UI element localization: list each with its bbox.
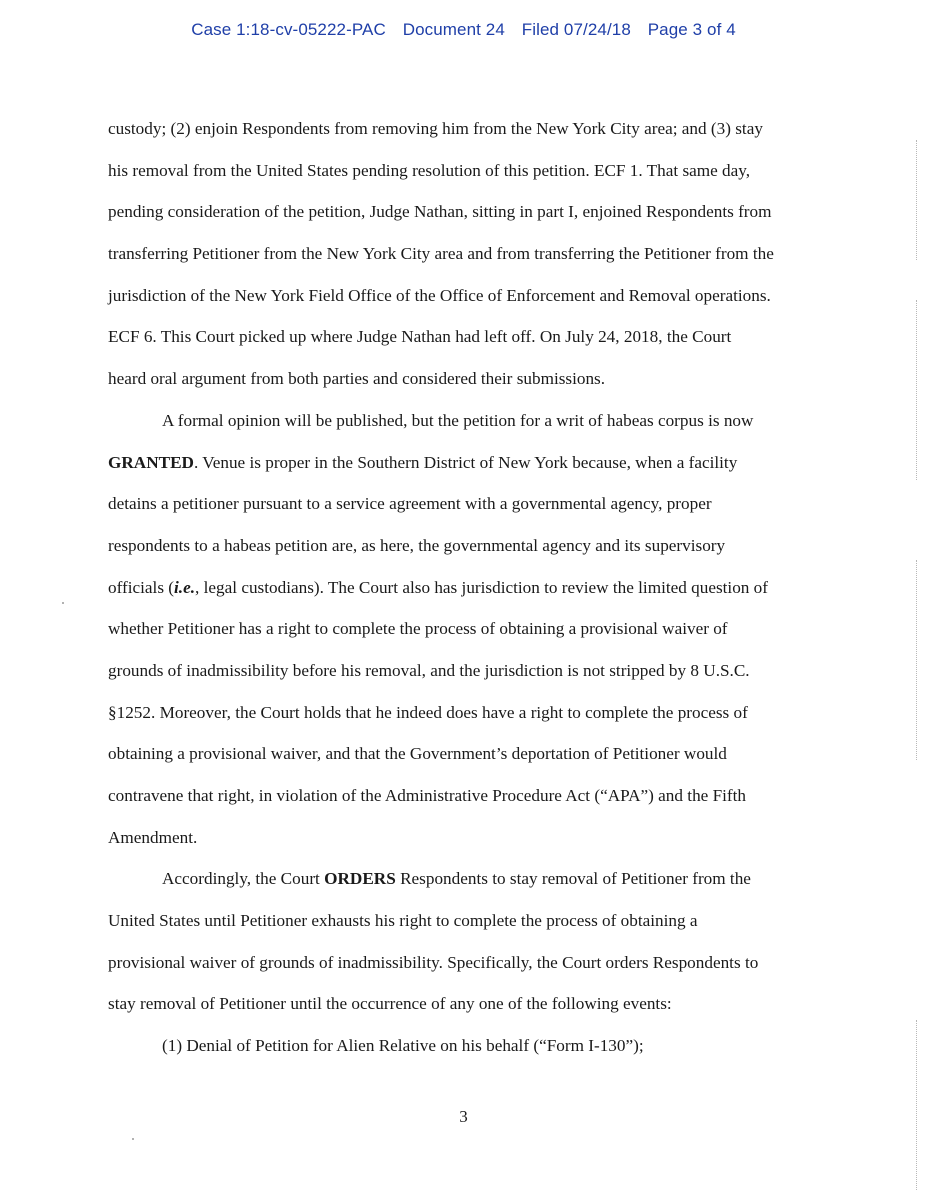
paragraph3-line: stay removal of Petitioner until the occurrence of any one of the following events:	[108, 994, 672, 1014]
paragraph2-line: Amendment.	[108, 827, 198, 847]
paragraph2-line	[108, 442, 820, 484]
scan-artifact	[915, 560, 917, 760]
scan-artifact	[915, 140, 917, 260]
ecf-header	[0, 20, 927, 40]
document-number: Document 24	[402, 20, 505, 39]
scan-artifact	[915, 1020, 917, 1190]
paragraph3-text: Accordingly, the Court	[162, 869, 325, 889]
paragraph2-line: respondents to a habeas petition are, as here, the governmental agency and its supervisory	[108, 535, 726, 555]
paragraph1-line: heard oral argument from both parties and considered their submissions.	[108, 369, 606, 389]
paragraph1-line: pending consideration of the petition, Judge Nathan, sitting in part I, enjoined Respondents from	[108, 202, 772, 222]
paragraph3-line: provisional waiver of grounds of inadmissibility. Specifically, the Court orders Respondents to	[108, 952, 759, 972]
filed-date: Filed 07/24/18	[521, 20, 631, 39]
scan-speck	[62, 602, 64, 604]
scan-artifact	[915, 300, 917, 480]
body-text	[108, 108, 820, 1067]
page-indicator: Page 3 of 4	[647, 20, 736, 39]
paragraph2-text: officials (	[108, 577, 175, 597]
ie-abbreviation: i.e.	[174, 577, 196, 597]
list-item: (1) Denial of Petition for Alien Relative on his behalf (“Form I-130”);	[162, 1036, 644, 1056]
scan-speck	[132, 1138, 134, 1140]
paragraph2-line: obtaining a provisional waiver, and that the Government’s deportation of Petitioner would	[108, 744, 727, 764]
case-number: Case 1:18-cv-05222-PAC	[191, 20, 386, 39]
paragraph2-line	[108, 567, 820, 609]
paragraph2-text: , legal custodians). The Court also has jurisdiction to review the limited question of	[195, 577, 769, 597]
paragraph3-line	[108, 858, 820, 900]
paragraph1-line: custody; (2) enjoin Respondents from removing him from the New York City area; and (3) stay	[108, 119, 763, 138]
paragraph2-line: grounds of inadmissibility before his removal, and the jurisdiction is not stripped by 8 U.S.C.	[108, 660, 750, 680]
paragraph2-line: contravene that right, in violation of the Administrative Procedure Act (“APA”) and the Fifth	[108, 786, 747, 805]
paragraph2-line: detains a petitioner pursuant to a service agreement with a governmental agency, proper	[108, 494, 712, 514]
paragraph2-line: whether Petitioner has a right to complete the process of obtaining a provisional waiver of	[108, 619, 728, 639]
paragraph1-line: his removal from the United States pending resolution of this petition. ECF 1. That same day,	[108, 160, 751, 180]
paragraph1-line: ECF 6. This Court picked up where Judge Nathan had left off. On July 24, 2018, the Court	[108, 327, 732, 347]
paragraph2-line: §1252. Moreover, the Court holds that he indeed does have a right to complete the process of	[108, 702, 748, 722]
paragraph1-line: transferring Petitioner from the New York City area and from transferring the Petitioner from the	[108, 244, 774, 264]
orders-word: ORDERS	[324, 869, 396, 889]
paragraph3-line: United States until Petitioner exhausts his right to complete the process of obtaining a	[108, 911, 698, 931]
paragraph3-text: Respondents to stay removal of Petitioner from the	[395, 869, 751, 889]
granted-word: GRANTED	[108, 452, 194, 472]
paragraph1-line: jurisdiction of the New York Field Office of the Office of Enforcement and Removal operations.	[108, 285, 771, 305]
paragraph2-text: . Venue is proper in the Southern District of New York because, when a facility	[193, 452, 738, 472]
page-number: 3	[459, 1107, 468, 1126]
paragraph2-line: A formal opinion will be published, but the petition for a writ of habeas corpus is now	[162, 410, 754, 430]
